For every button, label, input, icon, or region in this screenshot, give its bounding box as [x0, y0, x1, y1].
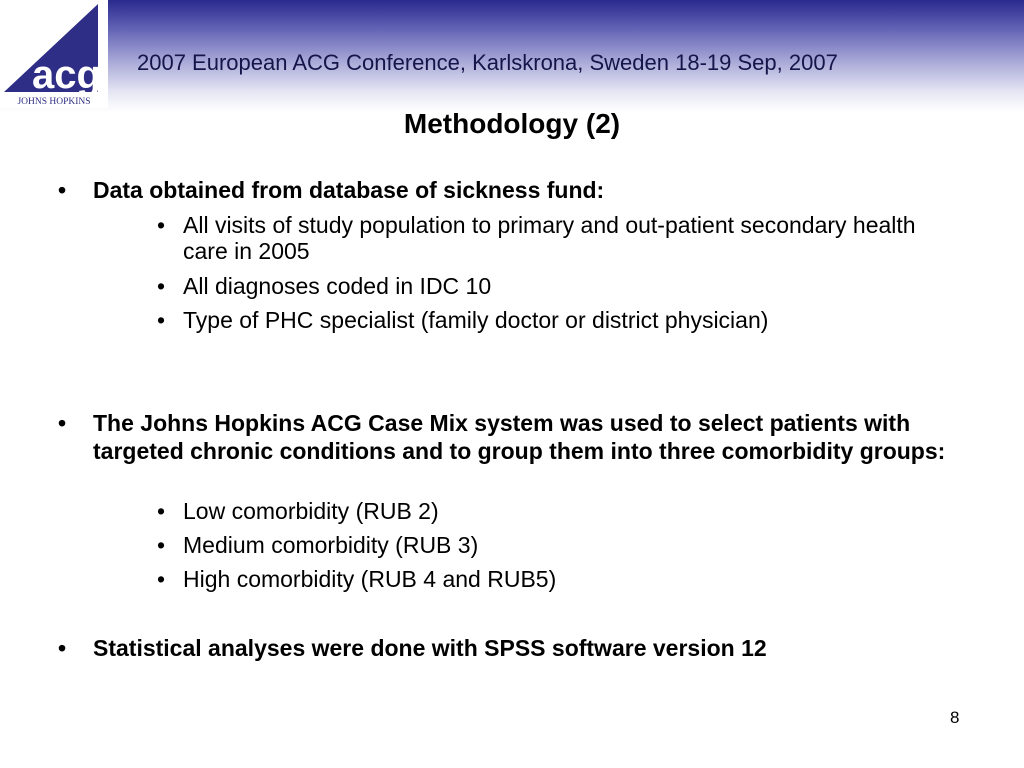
- sub-bullet-glyph: •: [157, 498, 166, 524]
- bullet-data-source: Data obtained from database of sickness fund:: [93, 177, 605, 203]
- bullet-statistics: Statistical analyses were done with SPSS software version 12: [93, 635, 767, 661]
- conference-title: 2007 European ACG Conference, Karlskrona, Sweden 18-19 Sep, 2007: [137, 50, 838, 75]
- bullet-acg-system: The Johns Hopkins ACG Case Mix system was used to select patients with targeted chronic conditions and to group them into three comorbidity groups:: [93, 410, 946, 464]
- johns-hopkins-acg-logo: [0, 0, 108, 108]
- sub-bullet-diagnoses: All diagnoses coded in IDC 10: [183, 273, 492, 299]
- sub-bullet-specialist: Type of PHC specialist (family doctor or district physician): [183, 307, 769, 333]
- sub-bullet-low-comorbidity: Low comorbidity (RUB 2): [183, 498, 439, 524]
- sub-bullet-glyph: •: [157, 532, 166, 558]
- logo-wordmark: acg: [32, 53, 101, 97]
- logo-institution: JOHNS HOPKINS: [17, 97, 91, 107]
- sub-bullet-high-comorbidity: High comorbidity (RUB 4 and RUB5): [183, 566, 557, 592]
- sub-bullet-glyph: •: [157, 212, 166, 238]
- sub-bullet-glyph: •: [157, 307, 166, 333]
- bullet-glyph: •: [58, 635, 67, 661]
- bullet-glyph: •: [58, 410, 67, 436]
- sub-bullet-glyph: •: [157, 273, 166, 299]
- sub-bullet-medium-comorbidity: Medium comorbidity (RUB 3): [183, 532, 479, 558]
- bullet-glyph: •: [58, 177, 67, 203]
- sub-bullet-glyph: •: [157, 566, 166, 592]
- page-number: 8: [950, 708, 960, 727]
- sub-bullet-visits: All visits of study population to primary and out-patient secondary health care in 2005: [183, 212, 916, 264]
- slide-title: Methodology (2): [403, 108, 621, 139]
